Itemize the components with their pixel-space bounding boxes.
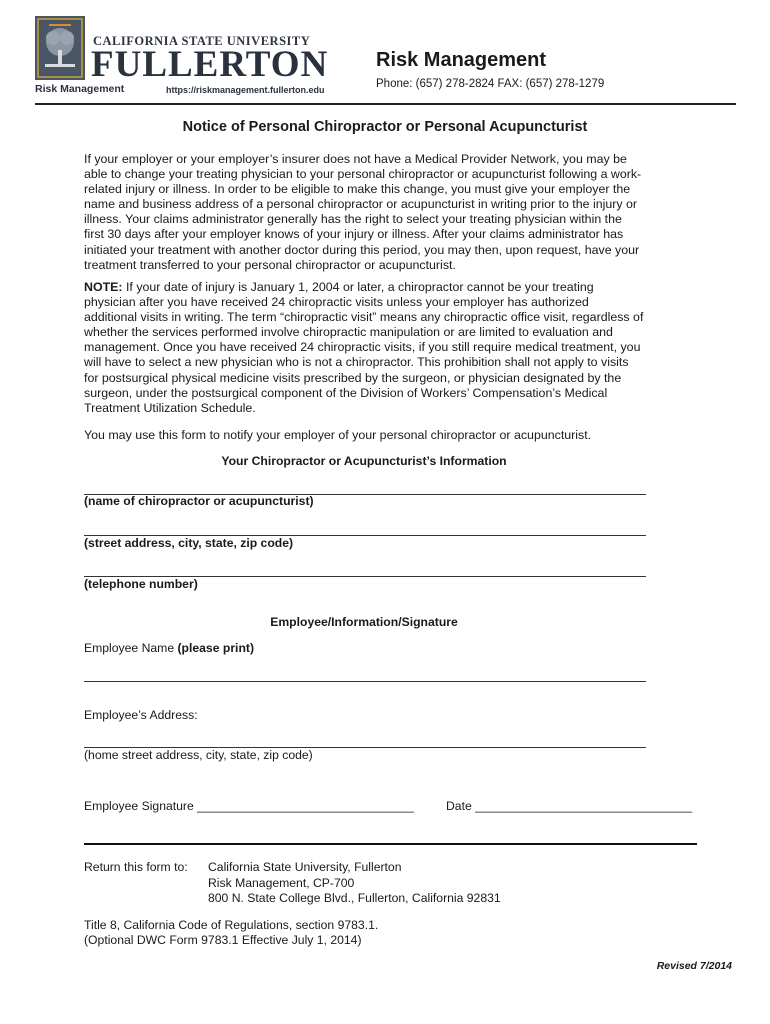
employee-name-label-hint: (please print) — [177, 641, 255, 655]
employee-name-label — [84, 641, 254, 655]
provider-name-label: (name of chiropractor or acupuncturist) — [84, 494, 314, 508]
form-reference: (Optional DWC Form 9783.1 Effective July 1, 2014) — [84, 933, 362, 947]
logo-campus-text: FULLERTON — [91, 44, 329, 85]
logo-url-text: https://riskmanagement.fullerton.edu — [166, 85, 325, 95]
return-label: Return this form to: — [84, 860, 188, 874]
regulation-citation: Title 8, California Code of Regulations, section 9783.1. — [84, 918, 379, 932]
return-address-line1: California State University, Fullerton — [208, 860, 402, 874]
usage-paragraph: You may use this form to notify your employer of your personal chiropractor or acupuncturist. — [84, 428, 592, 442]
tree-seal-icon — [35, 16, 85, 80]
university-logo — [35, 16, 329, 98]
logo-department-text: Risk Management — [35, 83, 125, 95]
revision-date: Revised 7/2014 — [656, 960, 732, 972]
section-divider — [84, 843, 697, 845]
header-divider — [35, 103, 736, 105]
note-label: NOTE: — [84, 280, 123, 294]
employee-section-heading: Employee/Information/Signature — [270, 615, 458, 629]
note-text: If your date of injury is January 1, 2004 or later, a chiropractor cannot be your treating physician after you have received 24 chiropractic visits unless your employer has authorized additional visits in writing. The term “chiropractic visit” means any chiropractic office visit, regardless of whether the services performed involve chiropractic manipulation or are limited to evaluation and management. Once you have received 24 chiropractic visits, if you still require medical treatment, you will have to select a new physician who is not a chiropractor. This prohibition shall not apply to visits for postsurgical physical medicine visits prescribed by the surgeon, or physician designated by the surgeon, under the postsurgical component of the Division of Workers’ Compensation’s Medical Treatment Utilization Schedule. — [84, 280, 644, 415]
header-phone: Phone: (657) 278-2824 FAX: (657) 278-1279 — [376, 78, 605, 90]
document-title: Notice of Personal Chiropractor or Personal Acupuncturist — [182, 119, 588, 135]
employee-signature-field[interactable]: Employee Signature ________________________________ — [84, 799, 415, 813]
employee-address-label: Employee’s Address: — [84, 708, 198, 722]
header-title: Risk Management — [376, 49, 547, 71]
employee-name-label-text: Employee Name — [84, 641, 178, 655]
employee-address-hint: (home street address, city, state, zip code) — [84, 748, 313, 762]
employee-name-line[interactable] — [84, 681, 646, 682]
return-address-line2: Risk Management, CP-700 — [208, 876, 355, 890]
provider-phone-label: (telephone number) — [84, 577, 198, 591]
intro-paragraph: If your employer or your employer’s insurer does not have a Medical Provider Network, you may be able to change your treating physician to your personal chiropractor or acupuncturist following a work-related injury or illness. In order to be eligible to make this change, you must give your employer the name and business address of a personal chiropractor or acupuncturist in writing prior to the injury or illness. Your claims administrator generally has the right to select your treating physician within the first 30 days after your employer knows of your injury or illness. After your claims administrator has initiated your treatment with another doctor during this period, you may then, upon request, have your treatment transferred to your personal chiropractor or acupuncturist. — [84, 152, 642, 272]
provider-address-label: (street address, city, state, zip code) — [84, 536, 294, 550]
note-paragraph — [84, 280, 644, 416]
signature-date-field[interactable]: Date ________________________________ — [446, 799, 693, 813]
provider-section-heading: Your Chiropractor or Acupuncturist’s Information — [221, 454, 507, 468]
return-address-line3: 800 N. State College Blvd., Fullerton, California 92831 — [208, 891, 501, 905]
logo-university-text: CALIFORNIA STATE UNIVERSITY — [93, 34, 311, 48]
